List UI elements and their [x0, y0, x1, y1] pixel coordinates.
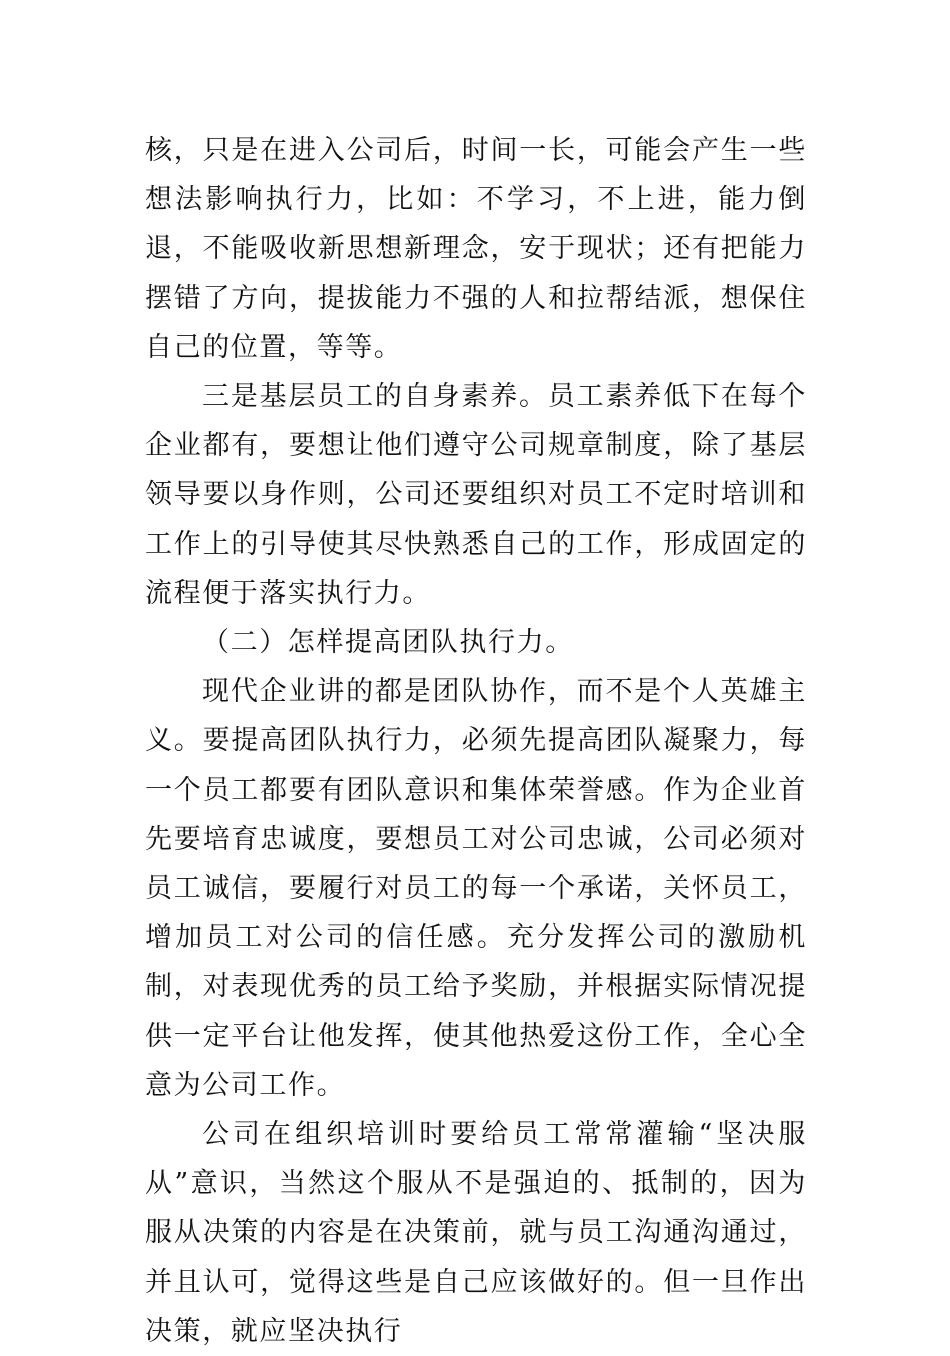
document-body	[145, 126, 807, 1356]
paragraph-3: 现代企业讲的都是团队协作，而不是个人英雄主义。要提高团队执行力，必须先提高团队凝聚力，每一个员工都要有团队意识和集体荣誉感。作为企业首先要培育忠诚度，要想员工对公司忠诚，公司必须对员工诚信，要履行对员工的每一个承诺，关怀员工，增加员工对公司的信任感。充分发挥公司的激励机制，对表现优秀的员工给予奖励，并根据实际情况提供一定平台让他发挥，使其他热爱这份工作，全心全意为公司工作。	[145, 676, 807, 1101]
section-heading: （二）怎样提高团队执行力。	[202, 627, 574, 659]
paragraph-4: 公司在组织培训时要给员工常常灌输“坚决服从”意识，当然这个服从不是强迫的、抵制的，因为服从决策的内容是在决策前，就与员工沟通沟通过，并且认可，觉得这些是自己应该做好的。但一旦作出决策，就应坚决执行	[145, 1119, 807, 1347]
paragraph-2: 三是基层员工的自身素养。员工素养低下在每个企业都有，要想让他们遵守公司规章制度，除了基层领导要以身作则，公司还要组织对员工不定时培训和工作上的引导使其尽快熟悉自己的工作，形成固定的流程便于落实执行力。	[145, 381, 807, 609]
paragraph-1: 核，只是在进入公司后，时间一长，可能会产生一些想法影响执行力，比如：不学习，不上进，能力倒退，不能吸收新思想新理念，安于现状；还有把能力摆错了方向，提拔能力不强的人和拉帮结派，想保住自己的位置，等等。	[145, 135, 807, 363]
